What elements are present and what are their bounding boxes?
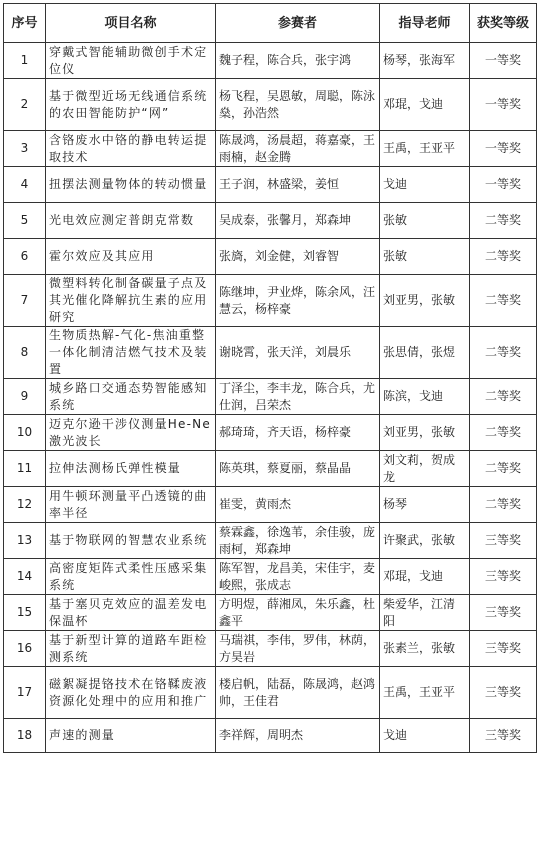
row-number: 17: [4, 667, 46, 719]
award-level: 一等奖: [470, 79, 537, 131]
project-name: 城乡路口交通态势智能感知系统: [46, 379, 216, 415]
participants: 王子润，林盛梁，姜恒: [216, 167, 380, 203]
project-name: 扭摆法测量物体的转动惯量: [46, 167, 216, 203]
table-row: [4, 327, 537, 379]
award-level: 一等奖: [470, 43, 537, 79]
row-number: 12: [4, 487, 46, 523]
row-number: 8: [4, 327, 46, 379]
table-row: [4, 203, 537, 239]
advisor: 杨琴: [380, 487, 470, 523]
header-project-name: 项目名称: [46, 4, 216, 43]
table-row: [4, 451, 537, 487]
award-level: 三等奖: [470, 667, 537, 719]
project-name: 基于物联网的智慧农业系统: [46, 523, 216, 559]
table-row: [4, 719, 537, 753]
row-number: 7: [4, 275, 46, 327]
table-row: [4, 559, 537, 595]
advisor: 陈滨，戈迪: [380, 379, 470, 415]
table-row: [4, 379, 537, 415]
table-row: [4, 523, 537, 559]
award-level: 三等奖: [470, 719, 537, 753]
project-name: 基于微型近场无线通信系统的农田智能防护“网”: [46, 79, 216, 131]
row-number: 15: [4, 595, 46, 631]
advisor: 王禹，王亚平: [380, 131, 470, 167]
row-number: 18: [4, 719, 46, 753]
participants: 陈军智，龙昌美，宋佳宇，麦峻熙，张成志: [216, 559, 380, 595]
award-level: 三等奖: [470, 595, 537, 631]
advisor: 王禹，王亚平: [380, 667, 470, 719]
advisor: 戈迪: [380, 167, 470, 203]
advisor: 张素兰，张敏: [380, 631, 470, 667]
header-award: 获奖等级: [470, 4, 537, 43]
row-number: 10: [4, 415, 46, 451]
award-level: 二等奖: [470, 487, 537, 523]
project-name: 迈克尔逊干涉仪测量He-Ne激光波长: [46, 415, 216, 451]
award-table: [3, 3, 537, 753]
award-level: 二等奖: [470, 379, 537, 415]
project-name: 生物质热解-气化-焦油重整一体化制清洁燃气技术及装置: [46, 327, 216, 379]
participants: 陈继坤，尹业烨，陈余风，汪慧云，杨梓豪: [216, 275, 380, 327]
project-name: 含铬废水中铬的静电转运提取技术: [46, 131, 216, 167]
participants: 崔雯，黄雨杰: [216, 487, 380, 523]
row-number: 1: [4, 43, 46, 79]
participants: 李祥辉，周明杰: [216, 719, 380, 753]
award-level: 二等奖: [470, 239, 537, 275]
advisor: 邓琨，戈迪: [380, 559, 470, 595]
row-number: 5: [4, 203, 46, 239]
participants: 陈英琪，蔡夏丽，蔡晶晶: [216, 451, 380, 487]
award-level: 一等奖: [470, 167, 537, 203]
row-number: 9: [4, 379, 46, 415]
participants: 陈晟鸿，汤晨超，蒋嘉豪，王雨楠，赵金腾: [216, 131, 380, 167]
row-number: 2: [4, 79, 46, 131]
table-row: [4, 239, 537, 275]
project-name: 微塑料转化制备碳量子点及其光催化降解抗生素的应用研究: [46, 275, 216, 327]
table-row: [4, 631, 537, 667]
row-number: 13: [4, 523, 46, 559]
participants: 马瑞祺，李伟，罗伟，林荫，方昊岩: [216, 631, 380, 667]
advisor: 许聚武，张敏: [380, 523, 470, 559]
award-level: 二等奖: [470, 203, 537, 239]
award-level: 二等奖: [470, 327, 537, 379]
advisor: 刘亚男，张敏: [380, 275, 470, 327]
header-row: [4, 4, 537, 43]
participants: 谢晓霄，张天洋，刘晨乐: [216, 327, 380, 379]
advisor: 刘文莉，贺成龙: [380, 451, 470, 487]
table-row: [4, 275, 537, 327]
advisor: 张敏: [380, 203, 470, 239]
table-row: [4, 43, 537, 79]
participants: 郝琦琦，齐天语，杨梓豪: [216, 415, 380, 451]
project-name: 拉伸法测杨氏弹性模量: [46, 451, 216, 487]
award-level: 三等奖: [470, 559, 537, 595]
advisor: 柴爱华，江清阳: [380, 595, 470, 631]
table-row: [4, 487, 537, 523]
participants: 蔡霖鑫，徐逸苇，余佳骏，庞雨柯，郑森坤: [216, 523, 380, 559]
advisor: 张敏: [380, 239, 470, 275]
row-number: 16: [4, 631, 46, 667]
award-level: 一等奖: [470, 131, 537, 167]
project-name: 光电效应测定普朗克常数: [46, 203, 216, 239]
row-number: 3: [4, 131, 46, 167]
participants: 楼启帆，陆磊，陈晟鸿，赵鸿帅，王佳君: [216, 667, 380, 719]
participants: 魏子程，陈合兵，张宇鸿: [216, 43, 380, 79]
advisor: 邓琨，戈迪: [380, 79, 470, 131]
participants: 杨飞程，吴恩敏，周聪，陈泳燊，孙浩然: [216, 79, 380, 131]
award-level: 三等奖: [470, 631, 537, 667]
row-number: 6: [4, 239, 46, 275]
header-num: 序号: [4, 4, 46, 43]
row-number: 14: [4, 559, 46, 595]
project-name: 磁絮凝提铬技术在铬鞣废液资源化处理中的应用和推广: [46, 667, 216, 719]
participants: 丁泽尘，李丰龙，陈合兵，尤仕润，吕荣杰: [216, 379, 380, 415]
advisor: 杨琴，张海军: [380, 43, 470, 79]
project-name: 基于塞贝克效应的温差发电保温杯: [46, 595, 216, 631]
table-row: [4, 667, 537, 719]
row-number: 11: [4, 451, 46, 487]
award-level: 二等奖: [470, 451, 537, 487]
header-advisor: 指导老师: [380, 4, 470, 43]
project-name: 霍尔效应及其应用: [46, 239, 216, 275]
participants: 吴成泰，张馨月，郑森坤: [216, 203, 380, 239]
participants: 方明煜，薛湘凤，朱乐鑫，杜鑫平: [216, 595, 380, 631]
table-body: [4, 43, 537, 753]
project-name: 穿戴式智能辅助微创手术定位仪: [46, 43, 216, 79]
row-number: 4: [4, 167, 46, 203]
table-row: [4, 79, 537, 131]
participants: 张旖，刘金健，刘睿智: [216, 239, 380, 275]
table-row: [4, 167, 537, 203]
advisor: 戈迪: [380, 719, 470, 753]
project-name: 基于新型计算的道路车距检测系统: [46, 631, 216, 667]
project-name: 用牛顿环测量平凸透镜的曲率半径: [46, 487, 216, 523]
advisor: 刘亚男，张敏: [380, 415, 470, 451]
advisor: 张思倩，张煜: [380, 327, 470, 379]
project-name: 声速的测量: [46, 719, 216, 753]
header-participants: 参赛者: [216, 4, 380, 43]
award-level: 三等奖: [470, 523, 537, 559]
project-name: 高密度矩阵式柔性压感采集系统: [46, 559, 216, 595]
table-row: [4, 131, 537, 167]
table-row: [4, 595, 537, 631]
table-row: [4, 415, 537, 451]
award-level: 二等奖: [470, 275, 537, 327]
award-level: 二等奖: [470, 415, 537, 451]
